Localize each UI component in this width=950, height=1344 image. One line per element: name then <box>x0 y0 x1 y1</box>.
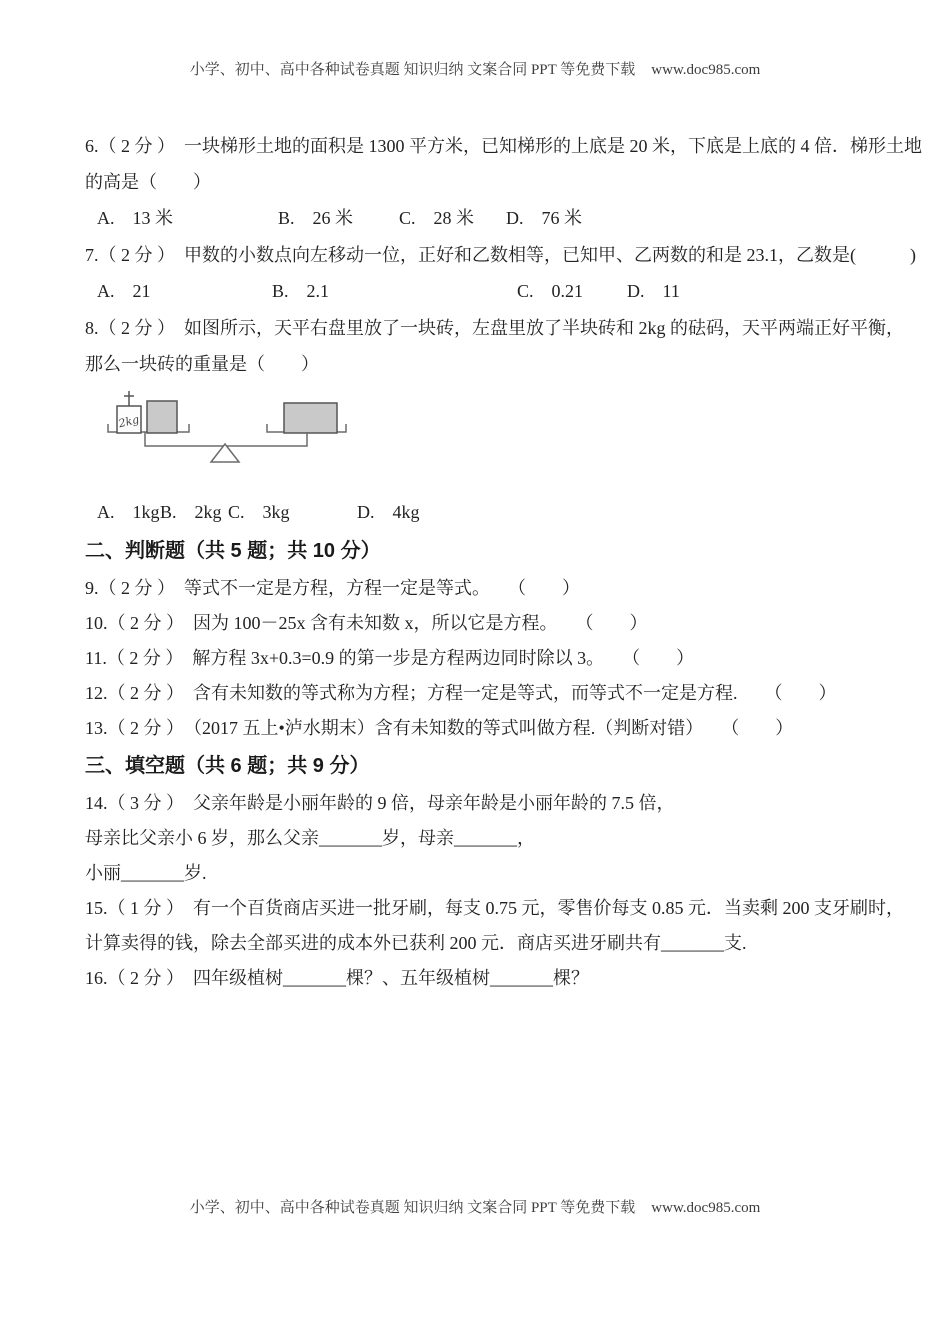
balance-scale-svg <box>105 388 367 472</box>
section-heading-sec3: 三、填空题（共 6 题；共 9 分） <box>85 755 370 777</box>
question-line: 9.（ 2 分 ） 等式不一定是方程，方程一定是等式。 （ ） <box>85 578 580 598</box>
balance-scale-figure <box>105 388 367 470</box>
section-heading-sec2: 二、判断题（共 5 题；共 10 分） <box>85 540 381 562</box>
question-13 <box>85 711 885 746</box>
half-brick <box>147 401 177 433</box>
question-16 <box>85 961 885 996</box>
weight-label: 2kg <box>117 412 141 431</box>
question-line: 母亲比父亲小 6 岁，那么父亲_______岁，母亲_______， <box>85 828 535 848</box>
question-7 <box>85 237 916 310</box>
weight-handle <box>124 391 134 406</box>
header-banner-text: 小学、初中、高中各种试卷真题 知识归纳 文案合同 PPT 等免费下载 <box>189 62 636 78</box>
header-banner <box>0 58 950 79</box>
options-row <box>85 200 885 237</box>
option-a: A. 1kg <box>97 502 160 522</box>
option-c: C. 3kg <box>228 502 290 522</box>
question-line: 15.（ 1 分 ） 有一个百货商店买进一批牙刷，每支 0.75 元，零售价每支 0.85 元．当卖剩 200 支牙刷时， <box>85 898 904 918</box>
options-row <box>85 494 885 531</box>
question-12 <box>85 676 885 711</box>
question-10 <box>85 606 885 641</box>
question-line: 11.（ 2 分 ） 解方程 3x+0.3=0.9 的第一步是方程两边同时除以 3。 （ ） <box>85 648 695 668</box>
option-c: C. 0.21 <box>517 281 584 301</box>
question-11 <box>85 641 885 676</box>
option-a: A. 21 <box>97 281 151 301</box>
option-b: B. 26 米 <box>278 208 354 228</box>
question-line: 那么一块砖的重量是（ ） <box>85 354 319 374</box>
question-14 <box>85 786 885 891</box>
question-6 <box>85 128 922 237</box>
option-d: D. 76 米 <box>506 208 582 228</box>
options-row <box>85 273 885 310</box>
question-line: 12.（ 2 分 ） 含有未知数的等式称为方程；方程一定是等式，而等式不一定是方程. （ ） <box>85 683 837 703</box>
question-line: 7.（ 2 分 ） 甲数的小数点向左移动一位，正好和乙数相等，已知甲、乙两数的和是 23.1，乙数是( ) <box>85 245 916 265</box>
question-15 <box>85 891 904 961</box>
header-banner-url: www.doc985.com <box>651 62 761 78</box>
option-b: B. 2kg <box>160 502 222 522</box>
footer-banner <box>0 1196 950 1217</box>
footer-banner-url: www.doc985.com <box>651 1200 761 1216</box>
question-line: 10.（ 2 分 ） 因为 100－25x 含有未知数 x，所以它是方程。 （ ） <box>85 613 648 633</box>
question-line: 的高是（ ） <box>85 172 211 192</box>
option-d: D. 4kg <box>357 502 420 522</box>
option-a: A. 13 米 <box>97 208 173 228</box>
option-c: C. 28 米 <box>399 208 475 228</box>
balance-beam <box>145 432 307 446</box>
question-line: 计算卖得的钱，除去全部买进的成本外已获利 200 元．商店买进牙刷共有_______支. <box>85 933 747 953</box>
question-line: 16.（ 2 分 ） 四年级植树_______棵？、五年级植树_______棵？ <box>85 968 589 988</box>
question-line: 6.（ 2 分 ） 一块梯形土地的面积是 1300 平方米，已知梯形的上底是 20 米，下底是上底的 4 倍．梯形土地 <box>85 136 922 156</box>
option-d: D. 11 <box>627 281 680 301</box>
option-b: B. 2.1 <box>272 281 330 301</box>
exam-body <box>85 128 922 996</box>
full-brick <box>284 403 337 433</box>
question-9 <box>85 571 885 606</box>
footer-banner-text: 小学、初中、高中各种试卷真题 知识归纳 文案合同 PPT 等免费下载 <box>189 1200 636 1216</box>
question-8 <box>85 310 904 531</box>
question-line: 8.（ 2 分 ） 如图所示，天平右盘里放了一块砖，左盘里放了半块砖和 2kg 的砝码，天平两端正好平衡， <box>85 318 904 338</box>
question-line: 13.（ 2 分 ） （2017 五上•泸水期末）含有未知数的等式叫做方程.（判断对错） （ ） <box>85 718 794 738</box>
question-line: 小丽_______岁. <box>85 863 207 883</box>
question-line: 14.（ 3 分 ） 父亲年龄是小丽年龄的 9 倍，母亲年龄是小丽年龄的 7.5 倍， <box>85 793 675 813</box>
